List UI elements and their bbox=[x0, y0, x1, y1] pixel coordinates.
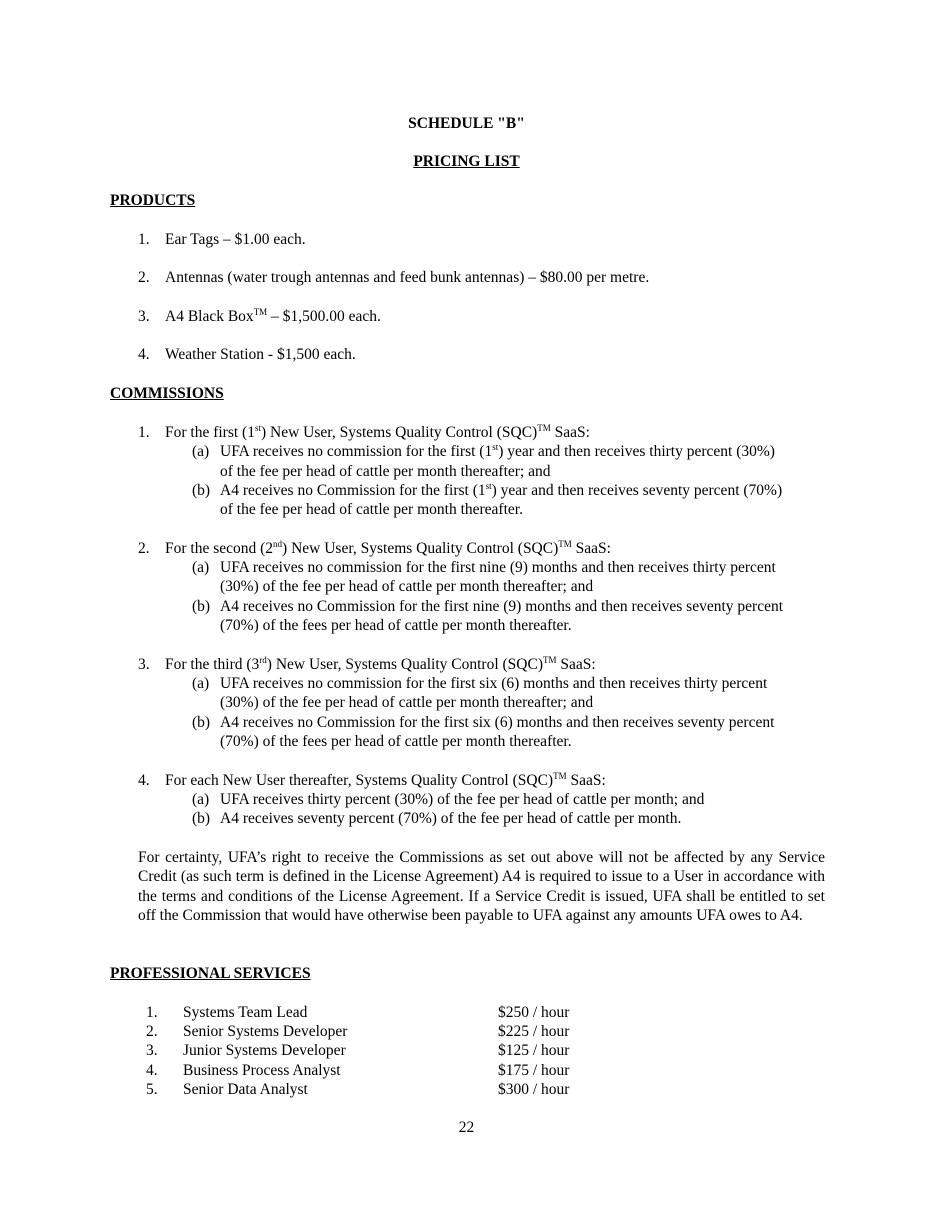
trademark-superscript: TM bbox=[543, 655, 557, 665]
sub-item-text: A4 receives seventy percent (70%) of the fee per head of cattle per month. bbox=[220, 810, 682, 827]
table-row-role: Senior Systems Developer bbox=[183, 1023, 348, 1040]
table-row-number: 5. bbox=[146, 1081, 158, 1098]
products-heading: PRODUCTS bbox=[110, 192, 196, 209]
ordinal-superscript: nd bbox=[273, 539, 283, 549]
table-row-role: Business Process Analyst bbox=[183, 1062, 341, 1079]
product-item-text: – $1,500.00 each. bbox=[267, 308, 381, 325]
product-item: Antennas (water trough antennas and feed bunk antennas) – $80.00 per metre. bbox=[165, 269, 650, 286]
commission-title: For the third (3rd) New User, Systems Quality Control (SQC)™ SaaS: bbox=[165, 655, 596, 673]
sub-item-label: (a) bbox=[192, 675, 210, 692]
table-row-role: Senior Data Analyst bbox=[183, 1081, 308, 1098]
list-item-number: 2. bbox=[138, 540, 150, 557]
sub-item-text: (70%) of the fees per head of cattle per month thereafter. bbox=[220, 617, 572, 634]
sub-item-text: of the fee per head of cattle per month thereafter; and bbox=[220, 463, 551, 480]
table-row-rate: $250 / hour bbox=[498, 1004, 570, 1021]
list-item-number: 4. bbox=[138, 346, 150, 363]
certainty-paragraph: For certainty, UFA’s right to receive the Commissions as set out above will not be affected by any Service Credit (as such term is defined in the License Agreement) A4 is required to issue to a User in accordance with the terms and conditions of the License Agreement. If a Service Credit is issued, UFA shall be entitled to set off the Commission that would have otherwise been payable to UFA against any amounts UFA owes to A4. bbox=[138, 849, 825, 925]
table-row-rate: $175 / hour bbox=[498, 1062, 570, 1079]
table-row-rate: $225 / hour bbox=[498, 1023, 570, 1040]
product-item: Weather Station - $1,500 each. bbox=[165, 346, 356, 363]
table-row-number: 2. bbox=[146, 1023, 158, 1040]
commission-title: For the first (1st) New User, Systems Quality Control (SQC)™ SaaS: bbox=[165, 423, 590, 441]
sub-item-text: A4 receives no Commission for the first six (6) months and then receives seventy percent bbox=[220, 714, 775, 731]
table-row-number: 1. bbox=[146, 1004, 158, 1021]
schedule-title: SCHEDULE "B" bbox=[408, 115, 525, 132]
trademark-superscript: TM bbox=[253, 307, 268, 317]
commissions-heading: COMMISSIONS bbox=[110, 385, 224, 402]
sub-item-text: UFA receives thirty percent (30%) of the fee per head of cattle per month; and bbox=[220, 791, 705, 808]
table-row-number: 3. bbox=[146, 1042, 158, 1059]
pricing-list-title: PRICING LIST bbox=[413, 153, 520, 170]
commission-title: For the second (2nd) New User, Systems Quality Control (SQC)™ SaaS: bbox=[165, 539, 611, 557]
table-row-rate: $300 / hour bbox=[498, 1081, 570, 1098]
table-row-rate: $125 / hour bbox=[498, 1042, 570, 1059]
sub-item-text: (30%) of the fee per head of cattle per month thereafter; and bbox=[220, 578, 594, 595]
list-item-number: 2. bbox=[138, 269, 150, 286]
page-number: 22 bbox=[458, 1119, 475, 1136]
ordinal-superscript: rd bbox=[259, 655, 267, 665]
product-item-text: A4 Black Box bbox=[165, 308, 254, 325]
sub-item-label: (a) bbox=[192, 791, 210, 808]
sub-item-text: (30%) of the fee per head of cattle per month thereafter; and bbox=[220, 694, 594, 711]
list-item-number: 3. bbox=[138, 308, 150, 325]
sub-item-label: (b) bbox=[192, 810, 211, 827]
trademark-superscript: TM bbox=[558, 539, 572, 549]
sub-item-label: (a) bbox=[192, 443, 210, 460]
sub-item-text: UFA receives no commission for the first nine (9) months and then receives thirty percent bbox=[220, 559, 776, 576]
sub-item-text: UFA receives no commission for the first (1st) year and then receives thirty percent (30%) bbox=[220, 442, 775, 460]
sub-item-text: (70%) of the fees per head of cattle per month thereafter. bbox=[220, 733, 572, 750]
trademark-superscript: TM bbox=[537, 423, 551, 433]
sub-item-text: UFA receives no commission for the first six (6) months and then receives thirty percent bbox=[220, 675, 768, 692]
sub-item-label: (b) bbox=[192, 598, 211, 615]
product-item: Ear Tags – $1.00 each. bbox=[165, 231, 306, 248]
table-row-role: Junior Systems Developer bbox=[183, 1042, 346, 1059]
product-item bbox=[165, 307, 381, 326]
list-item-number: 3. bbox=[138, 656, 150, 673]
sub-item-text: of the fee per head of cattle per month thereafter. bbox=[220, 501, 523, 518]
sub-item-text: A4 receives no Commission for the first (1st) year and then receives seventy percent (70%) bbox=[220, 481, 783, 499]
professional-services-heading: PROFESSIONAL SERVICES bbox=[110, 965, 311, 982]
commission-title: For each New User thereafter, Systems Quality Control (SQC)™ SaaS: bbox=[165, 771, 606, 789]
table-row-role: Systems Team Lead bbox=[183, 1004, 308, 1021]
list-item-number: 1. bbox=[138, 424, 150, 441]
trademark-superscript: TM bbox=[553, 771, 567, 781]
sub-item-label: (a) bbox=[192, 559, 210, 576]
ordinal-superscript: st bbox=[254, 423, 261, 433]
list-item-number: 4. bbox=[138, 772, 150, 789]
sub-item-text: A4 receives no Commission for the first nine (9) months and then receives seventy percent bbox=[220, 598, 784, 615]
table-row-number: 4. bbox=[146, 1062, 158, 1079]
sub-item-label: (b) bbox=[192, 482, 211, 499]
list-item-number: 1. bbox=[138, 231, 150, 248]
sub-item-label: (b) bbox=[192, 714, 211, 731]
